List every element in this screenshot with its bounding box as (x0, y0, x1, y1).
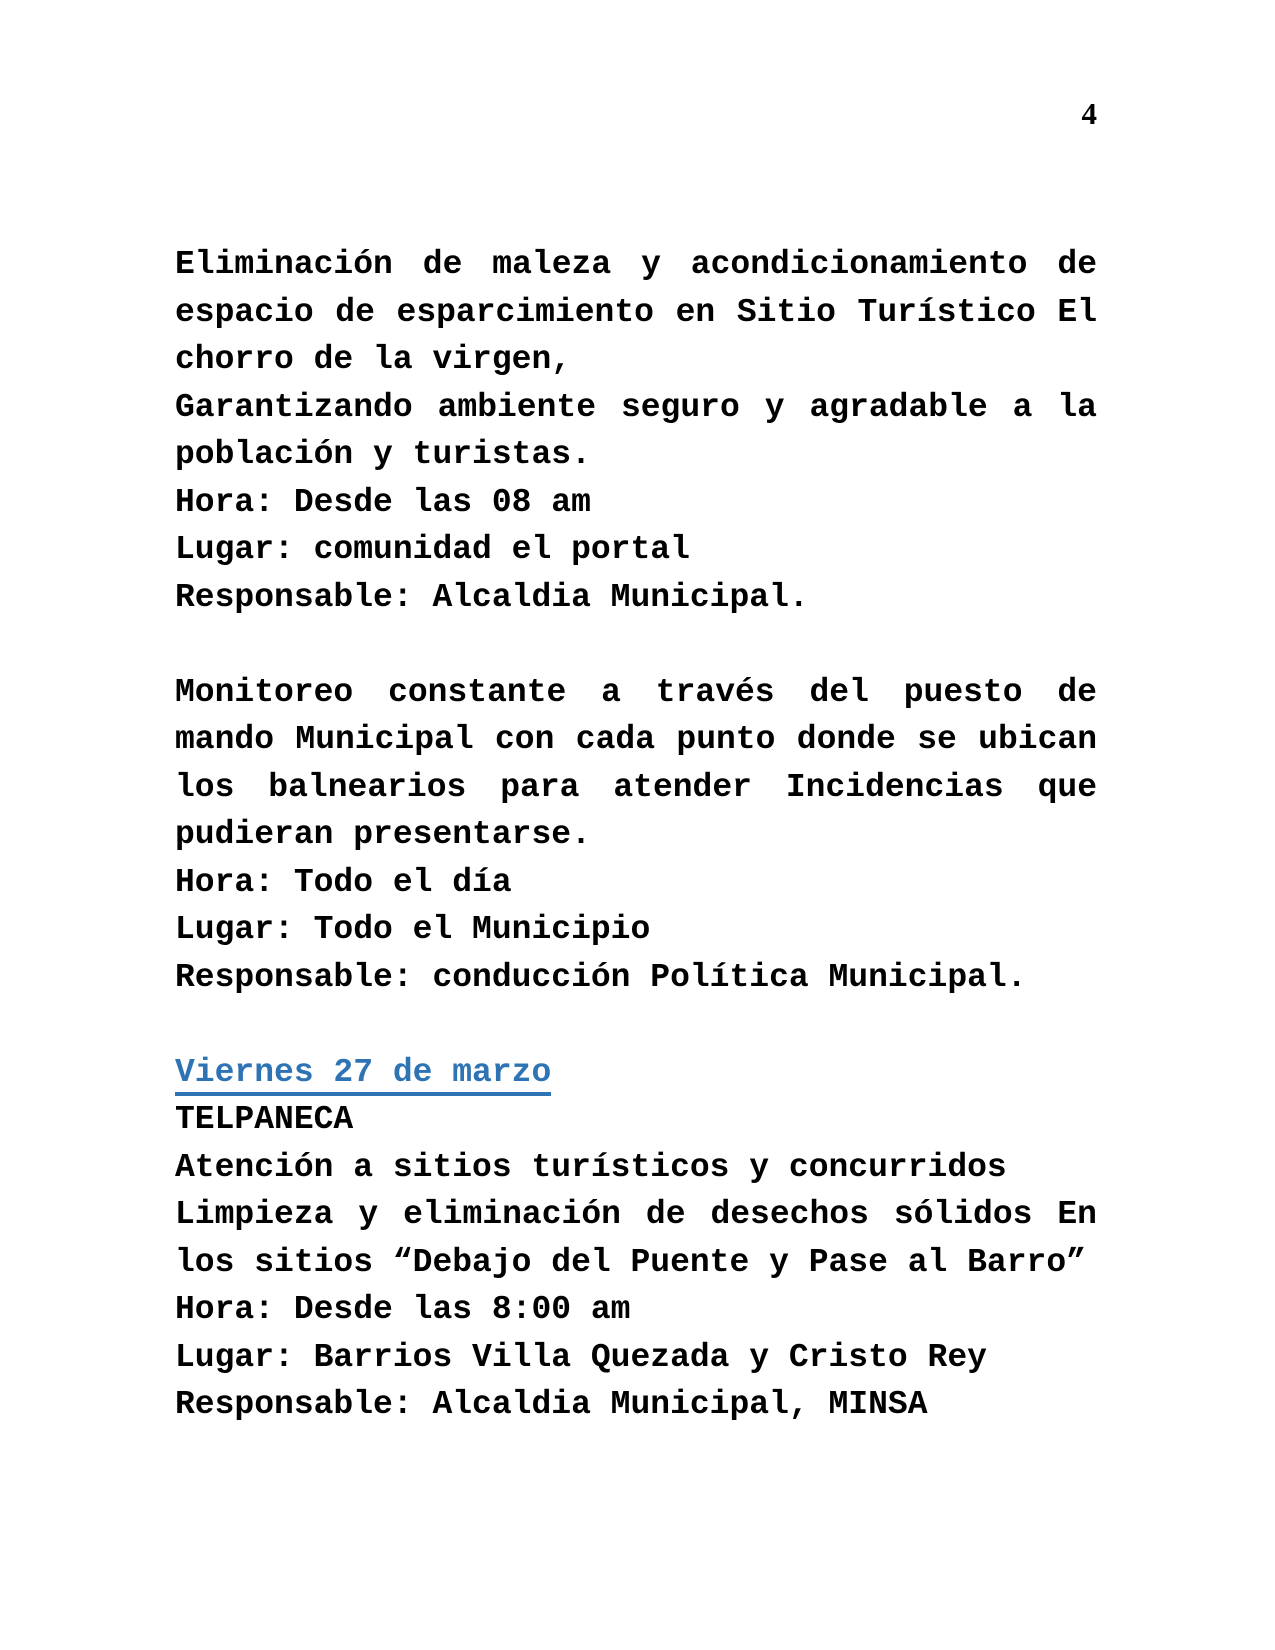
text-line: Hora: Todo el día (175, 863, 512, 901)
text-line: Hora: Desde las 08 am (175, 483, 591, 521)
text-line: chorro de la virgen, (175, 341, 572, 378)
text-line: los sitios “Debajo del Puente y Pase al Barro” (175, 1243, 1086, 1281)
text-line: Eliminación de maleza y acondicionamiento de (175, 246, 1097, 283)
text-line: Responsable: Alcaldia Municipal. (175, 578, 809, 616)
section-heading (175, 1049, 1097, 1097)
text-line: mando Municipal con cada punto donde se ubican (175, 721, 1097, 758)
blank-line (175, 621, 1097, 669)
text-line: los balnearios para atender Incidencias que (175, 768, 1097, 806)
text-line: Garantizando ambiente seguro y agradable a la (175, 388, 1097, 426)
text-line: Responsable: Alcaldia Municipal, MINSA (175, 1386, 928, 1423)
text-line: espacio de esparcimiento en Sitio Turístico El (175, 293, 1097, 331)
text-line: población y turistas. (175, 436, 591, 473)
text-line: Hora: Desde las 8:00 am (175, 1291, 631, 1328)
text-line: Atención a sitios turísticos y concurridos (175, 1148, 1007, 1186)
text-line: Lugar: comunidad el portal (175, 531, 690, 568)
text-line: Lugar: Barrios Villa Quezada y Cristo Rey (175, 1338, 987, 1376)
text-line: Monitoreo constante a través del puesto de (175, 673, 1097, 711)
blank-line (175, 1001, 1097, 1049)
text-line: Lugar: Todo el Municipio (175, 911, 651, 948)
text-line: Responsable: conducción Política Municipal. (175, 958, 1027, 996)
text-line: pudieran presentarse. (175, 816, 591, 853)
page-number: 4 (1081, 96, 1097, 131)
text-line: TELPANECA (175, 1101, 354, 1138)
text-line: Limpieza y eliminación de desechos sólidos En (175, 1196, 1097, 1233)
document-body (175, 241, 1097, 1429)
section-heading-text: Viernes 27 de marzo (175, 1054, 551, 1096)
